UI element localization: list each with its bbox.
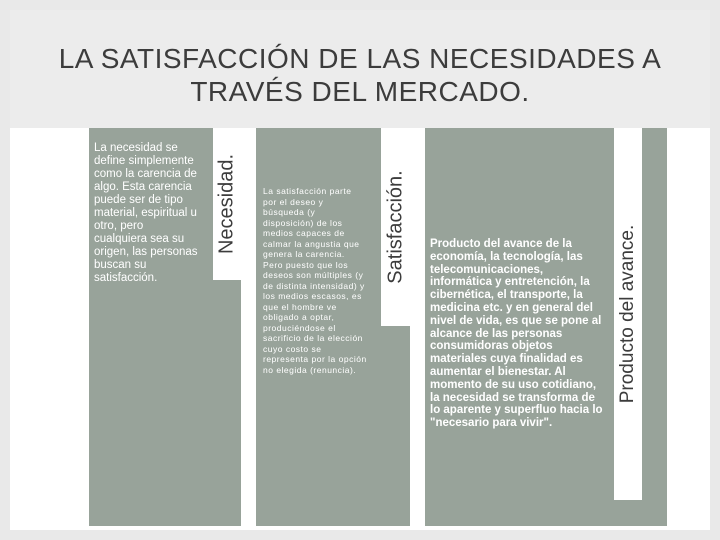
producto-label-text: Producto del avance.	[617, 224, 638, 404]
necesidad-text: La necesidad se define simplemente como la carencia de algo. Esta carencia puede ser de tipo material, espiritual u otro, pero cualquiera sea su origen, las personas buscan su satisfacción.	[94, 142, 198, 284]
satisfaccion-label	[381, 128, 410, 326]
slide-title: LA SATISFACCIÓN DE LAS NECESIDADES A TRAVÉS DEL MERCADO.	[58, 43, 662, 107]
producto-label	[614, 128, 642, 500]
necesidad-label	[213, 128, 241, 280]
producto-text: Producto del avance de la economía, la tecnología, las telecomunicaciones, informática y entretención, la cibernética, el transporte, la medicina etc. y en general del nivel de vida, es que se pone al alcance de las personas consumidoras objetos materiales cuya finalidad es aumentar el bienestar. Al momento de su uso cotidiano, la necesidad se transforma de lo aparente y superfluo hacia lo "necesario para vivir".	[430, 238, 603, 430]
satisfaccion-label-text: Satisfacción.	[384, 170, 406, 284]
necesidad-label-text: Necesidad.	[215, 153, 238, 255]
satisfaccion-text: La satisfacción parte por el deseo y búsqueda (y disposición) de los medios capaces de calmar la angustia que genera la carencia. Pero puesto que los deseos son múltiples (y de distinta intensidad) y los medios escasos, es que el hombre ve obligado a optar, produciéndose el sacrificio de la elección cuyo costo se representa por la opción no elegida (renuncia).	[263, 186, 367, 375]
